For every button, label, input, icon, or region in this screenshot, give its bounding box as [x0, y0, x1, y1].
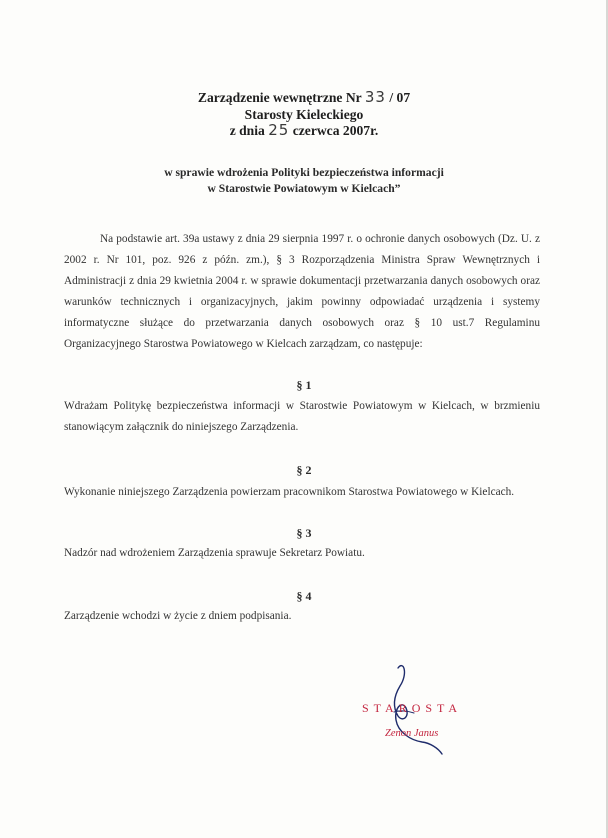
section-4-text: Zarządzenie wchodzi w życie z dniem podpisania.	[64, 610, 292, 622]
handwritten-day: 25	[268, 121, 290, 139]
subject-line-2: w Starostwie Powiatowym w Kielcach”	[207, 182, 401, 195]
section-2-text: Wykonanie niniejszego Zarządzenia powierzam pracownikom Starostwa Powiatowego w Kielcach.	[64, 486, 515, 498]
heading-date-suffix: czerwca 2007r.	[292, 123, 379, 138]
heading-line-1	[0, 89, 608, 106]
section-3-mark: § 3	[296, 526, 312, 540]
heading-date-prefix: z dnia	[229, 123, 265, 138]
heading-line-3	[0, 122, 608, 139]
section-4-mark: § 4	[296, 589, 312, 603]
handwritten-order-number: 33	[364, 88, 386, 106]
preamble-text: Na podstawie art. 39a ustawy z dnia 29 sierpnia 1997 r. o ochronie danych osobowych (Dz. U. z 2002 r. Nr 101, poz. 926 z późn. zm.), § 3 Rozporządzenia Ministra Spraw Wewnętrznych i Administracji z dnia 29 kwietnia 2004 r. w sprawie dokumentacji przetwarzania danych osobowych oraz warunków technicznych i organizacyjnych, jakim powinny odpowiadać urządzenia i systemy informatyczne służące do przetwarzania danych osobowych oraz § 10 ust.7 Regulaminu Organizacyjnego Starostwa Powiatowego w Kielcach zarządzam, co następuje:	[64, 233, 540, 350]
section-1-text: Wdrażam Politykę bezpieczeństwa informacji w Starostwie Powiatowym w Kielcach, w brzmieniu stanowiącym załącznik do niniejszego Zarządzenia.	[64, 400, 540, 433]
preamble-paragraph	[64, 229, 540, 355]
heading-line-2: Starosty Kieleckiego	[244, 107, 364, 122]
stamp-title: STAROSTA	[362, 701, 463, 715]
heading-year: / 07	[385, 90, 411, 105]
subject-line-1: w sprawie wdrożenia Polityki bezpieczeństwa informacji	[164, 166, 444, 179]
section-3-text: Nadzór nad wdrożeniem Zarządzenia sprawuje Sekretarz Powiatu.	[64, 547, 365, 559]
heading-title: Zarządzenie wewnętrzne Nr	[197, 90, 362, 105]
section-1-mark: § 1	[296, 378, 312, 392]
stamp-name: Zenon Janus	[385, 728, 439, 739]
section-2-mark: § 2	[296, 463, 312, 477]
